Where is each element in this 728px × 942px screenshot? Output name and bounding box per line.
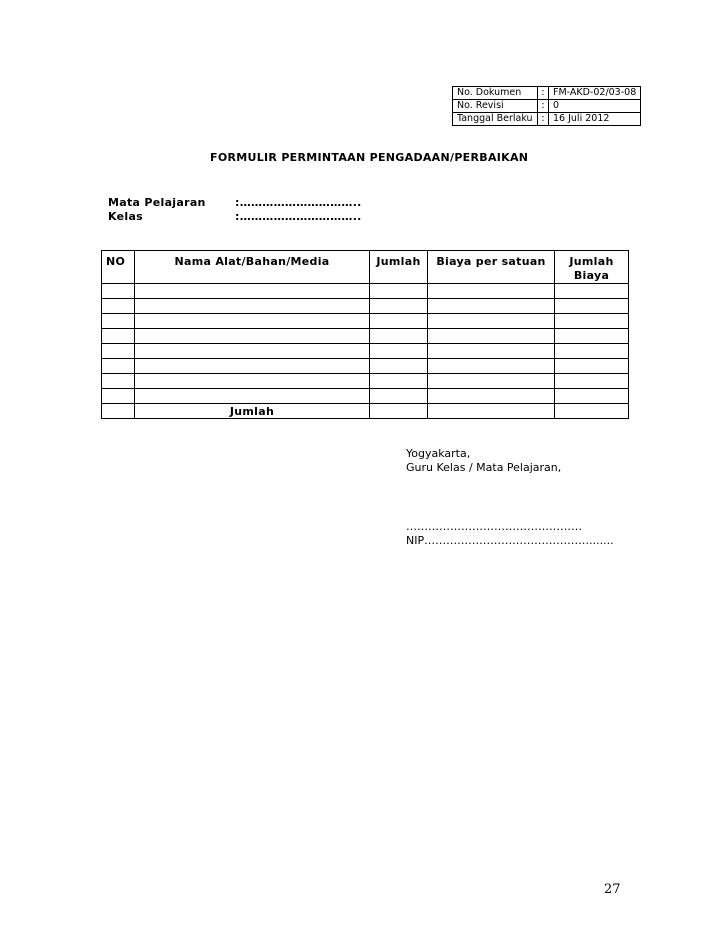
table-row [102,299,629,314]
page-number: 27 [604,882,621,897]
form-title: FORMULIR PERMINTAAN PENGADAAN/PERBAIKAN [210,151,529,164]
revision-separator: : [538,100,549,113]
class-value: :………………………….. [235,210,362,223]
header-total-cost: Jumlah Biaya [555,251,629,284]
subject-label: Mata Pelajaran [108,196,206,209]
cell[interactable] [428,359,555,374]
cell[interactable] [102,284,135,299]
cell[interactable] [555,389,629,404]
subject-value: :………………………….. [235,196,362,209]
cell[interactable] [135,284,370,299]
cell[interactable] [370,359,428,374]
cell[interactable] [102,314,135,329]
cell[interactable] [428,299,555,314]
doc-info-row [453,113,641,126]
cell[interactable] [370,374,428,389]
signature-place: Yogyakarta, [406,447,471,460]
cell[interactable] [555,374,629,389]
table-header-row [102,251,629,284]
table-row [102,314,629,329]
total-unit-cost-cell[interactable] [428,404,555,419]
cell[interactable] [555,359,629,374]
signature-name-line: ………………………………………… [406,520,582,533]
cell[interactable] [102,404,135,419]
document-info-table [452,86,641,126]
table-row [102,359,629,374]
cell[interactable] [102,344,135,359]
table-row [102,374,629,389]
table-row [102,344,629,359]
cell[interactable] [370,284,428,299]
revision-label: No. Revisi [453,100,538,113]
cell[interactable] [555,299,629,314]
header-quantity: Jumlah [370,251,428,284]
cell[interactable] [102,374,135,389]
header-item-name: Nama Alat/Bahan/Media [135,251,370,284]
cell[interactable] [370,314,428,329]
cell[interactable] [370,329,428,344]
cell[interactable] [135,359,370,374]
signature-nip-line: NIP………………………………………....... [406,534,614,547]
header-no: NO [102,251,135,284]
cell[interactable] [135,314,370,329]
cell[interactable] [555,284,629,299]
class-field [108,210,362,223]
revision-value: 0 [549,100,641,113]
cell[interactable] [428,374,555,389]
table-row [102,389,629,404]
doc-info-row [453,87,641,100]
cell[interactable] [102,389,135,404]
cell[interactable] [428,389,555,404]
cell[interactable] [135,344,370,359]
cell[interactable] [102,359,135,374]
header-unit-cost: Biaya per satuan [428,251,555,284]
cell[interactable] [370,344,428,359]
request-table [101,250,629,419]
total-quantity-cell[interactable] [370,404,428,419]
signature-role: Guru Kelas / Mata Pelajaran, [406,461,562,474]
subject-field [108,196,362,209]
cell[interactable] [428,329,555,344]
total-label: Jumlah [135,404,370,419]
cell[interactable] [370,299,428,314]
table-row [102,329,629,344]
cell[interactable] [428,284,555,299]
doc-number-label: No. Dokumen [453,87,538,100]
cell[interactable] [102,299,135,314]
total-row [102,404,629,419]
cell[interactable] [555,344,629,359]
cell[interactable] [135,389,370,404]
cell[interactable] [428,314,555,329]
effective-date-separator: : [538,113,549,126]
cell[interactable] [135,299,370,314]
effective-date-value: 16 Juli 2012 [549,113,641,126]
cell[interactable] [370,389,428,404]
doc-number-value: FM-AKD-02/03-08 [549,87,641,100]
cell[interactable] [428,344,555,359]
doc-info-row [453,100,641,113]
effective-date-label: Tanggal Berlaku [453,113,538,126]
doc-number-separator: : [538,87,549,100]
total-cost-cell[interactable] [555,404,629,419]
cell[interactable] [555,329,629,344]
class-label: Kelas [108,210,144,223]
cell[interactable] [135,374,370,389]
cell[interactable] [102,329,135,344]
cell[interactable] [555,314,629,329]
cell[interactable] [135,329,370,344]
table-row [102,284,629,299]
